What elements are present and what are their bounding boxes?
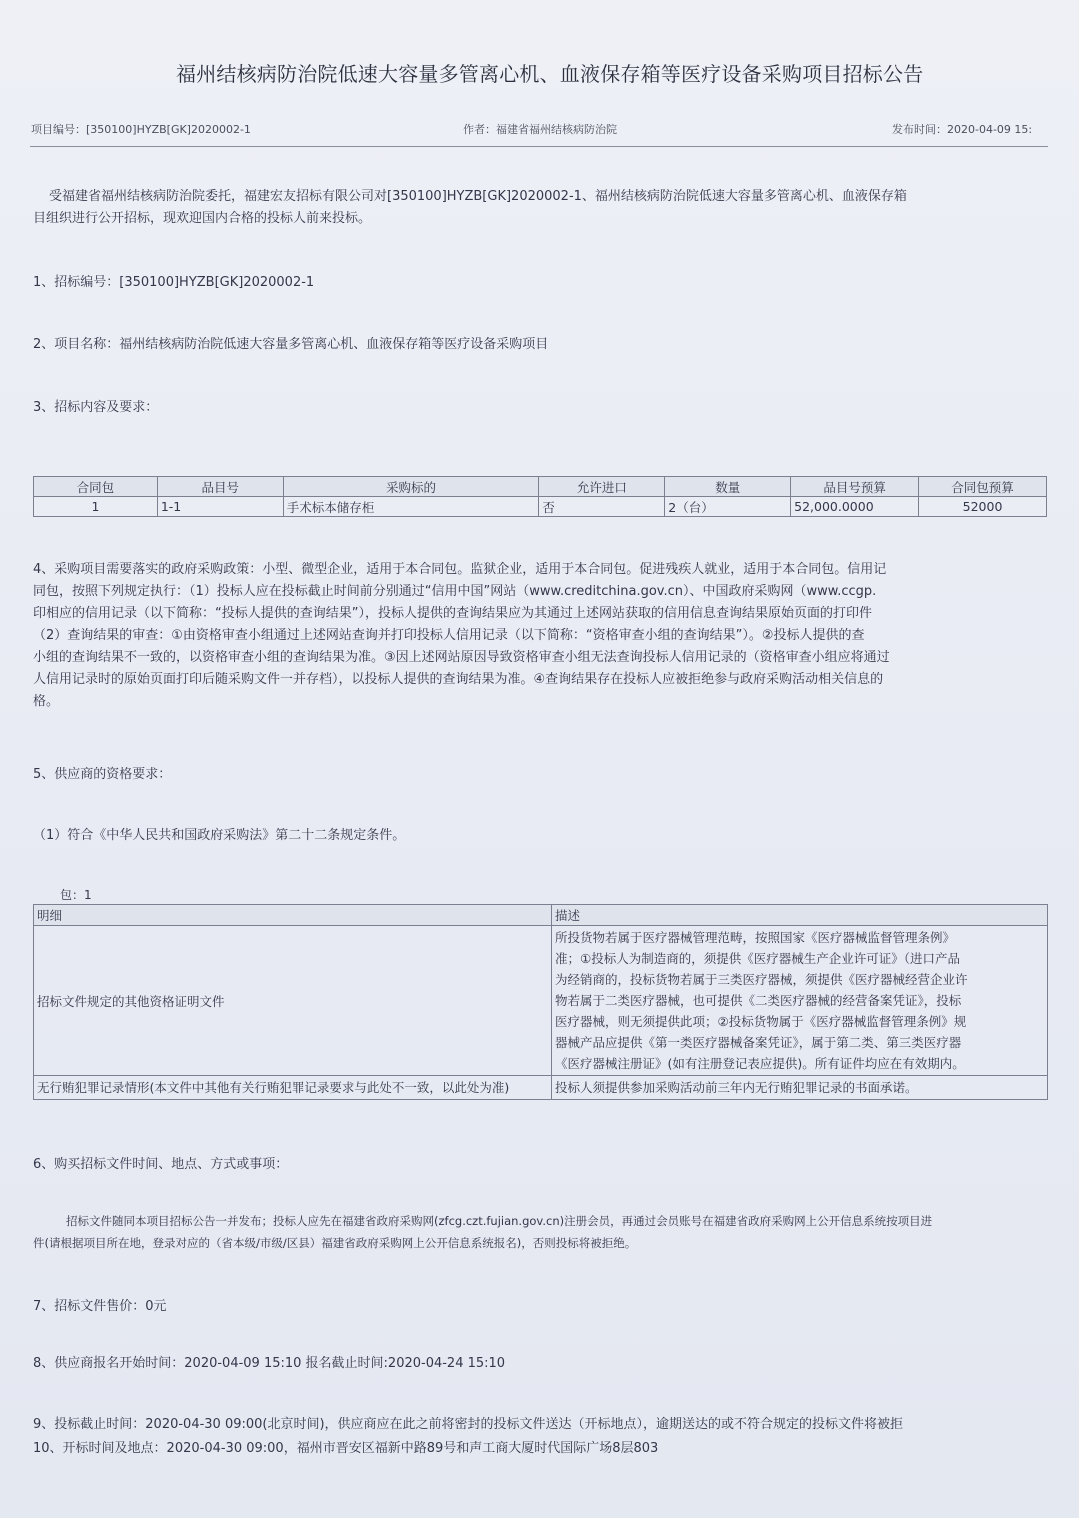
table-header-row xyxy=(34,477,1047,497)
description-line: 医疗器械，则无须提供此项；②投标货物属于《医疗器械监督管理条例》规 xyxy=(555,1014,967,1029)
policy-line: 4、采购项目需要落实的政府采购政策：小型、微型企业，适用于本合同包。监狱企业，适用于本合同包。促进残疾人就业，适用于本合同包。信用记 xyxy=(33,562,887,577)
qualification-table xyxy=(33,904,1048,1100)
section-2-project-name: 2、项目名称：福州结核病防治院低速大容量多管离心机、血液保存箱等医疗设备采购项目 xyxy=(33,337,549,352)
intro-paragraph xyxy=(33,186,1047,230)
cell-detail: 无行贿犯罪记录情形(本文件中其他有关行贿犯罪记录要求与此处不一致，以此处为准) xyxy=(34,1076,552,1100)
publish-time: 发布时间：2020-04-09 15: xyxy=(892,123,1033,136)
col-header-import: 允许进口 xyxy=(539,477,665,497)
section-10-opening: 10、开标时间及地点：2020-04-30 09:00，福州市晋安区福新中路89号和声工商大厦时代国际广场8层803 xyxy=(33,1441,659,1456)
procurement-table xyxy=(33,476,1047,517)
description-line: 物若属于二类医疗器械，也可提供《二类医疗器械的经营备案凭证》，投标 xyxy=(555,993,962,1008)
description-line: 投标人须提供参加采购活动前三年内无行贿犯罪记录的书面承诺。 xyxy=(555,1080,918,1095)
cell-item-budget: 52,000.0000 xyxy=(791,497,919,517)
description-line: 准；①投标人为制造商的，须提供《医疗器械生产企业许可证》（进口产品 xyxy=(555,951,960,966)
cell-subject: 手术标本储存柜 xyxy=(283,497,539,517)
document-title: 福州结核病防治院低速大容量多管离心机、血液保存箱等医疗设备采购项目招标公告 xyxy=(176,62,924,86)
col-header-package: 合同包 xyxy=(34,477,158,497)
cell-description xyxy=(552,926,1048,1076)
cell-description xyxy=(552,1076,1048,1100)
policy-line: 同包，按照下列规定执行：（1）投标人应在投标截止时间前分别通过“信用中国”网站（www.creditchina.gov.cn）、中国政府采购网（www.ccgp. xyxy=(33,584,877,599)
table-row xyxy=(34,1076,1048,1100)
policy-line: 人信用记录时的原始页面打印后随采购文件一并存档），以投标人提供的查询结果为准。④查询结果存在投标人应被拒绝参与政府采购活动相关信息的 xyxy=(33,672,884,687)
cell-package-budget: 52000 xyxy=(919,497,1047,517)
section-5-heading: 5、供应商的资格要求： xyxy=(33,767,172,782)
intro-line: 受福建省福州结核病防治院委托，福建宏友招标有限公司对[350100]HYZB[GK]2020002-1、福州结核病防治院低速大容量多管离心机、血液保存箱 xyxy=(49,189,907,204)
col-header-item-budget: 品目号预算 xyxy=(791,477,919,497)
purchase-line: 招标文件随同本项目招标公告一并发布；投标人应先在福建省政府采购网(zfcg.czt.fujian.gov.cn)注册会员，再通过会员账号在福建省政府采购网上公开信息系统按项目进 xyxy=(66,1214,933,1228)
table-row xyxy=(34,926,1048,1076)
cell-package: 1 xyxy=(34,497,158,517)
description-line: 所投货物若属于医疗器械管理范畴，按照国家《医疗器械监督管理条例》 xyxy=(555,930,956,945)
col-header-package-budget: 合同包预算 xyxy=(919,477,1047,497)
col-header-item-no: 品目号 xyxy=(157,477,283,497)
description-line: 器械产品应提供《第一类医疗器械备案凭证》，属于第二类、第三类医疗器 xyxy=(555,1035,962,1050)
col-header-quantity: 数量 xyxy=(665,477,791,497)
section-9-deadline: 9、投标截止时间：2020-04-30 09:00(北京时间)，供应商应在此之前将密封的投标文件送达（开标地点），逾期送达的或不符合规定的投标文件将被拒 xyxy=(33,1417,904,1432)
intro-line: 目组织进行公开招标，现欢迎国内合格的投标人前来投标。 xyxy=(33,211,372,226)
project-number: 项目编号：[350100]HYZB[GK]2020002-1 xyxy=(31,123,251,136)
section-1-bid-number: 1、招标编号：[350100]HYZB[GK]2020002-1 xyxy=(33,275,315,290)
description-line: 为经销商的，投标货物若属于三类医疗器械，须提供《医疗器械经营企业许 xyxy=(555,972,968,987)
description-line: 《医疗器械注册证》(如有注册登记表应提供)。所有证件均应在有效期内。 xyxy=(555,1056,965,1071)
cell-import: 否 xyxy=(539,497,665,517)
purchase-line: 件(请根据项目所在地，登录对应的（省本级/市级/区县）福建省政府采购网上公开信息系统报名)，否则投标将被拒绝。 xyxy=(33,1236,637,1250)
section-5-item-1: （1）符合《中华人民共和国政府采购法》第二十二条规定条件。 xyxy=(33,828,406,843)
col-header-detail: 明细 xyxy=(34,905,552,926)
author: 作者：福建省福州结核病防治院 xyxy=(463,123,617,136)
table-header-row xyxy=(34,905,1048,926)
section-3-heading: 3、招标内容及要求： xyxy=(33,400,159,415)
section-6-text xyxy=(33,1210,1047,1254)
col-header-description: 描述 xyxy=(552,905,1048,926)
cell-item-no: 1-1 xyxy=(157,497,283,517)
section-8-registration: 8、供应商报名开始时间：2020-04-09 15:10 报名截止时间:2020-04-24 15:10 xyxy=(33,1356,506,1371)
cell-quantity: 2（台） xyxy=(665,497,791,517)
section-4-policy xyxy=(33,559,1047,713)
col-header-subject: 采购标的 xyxy=(283,477,539,497)
section-6-heading: 6、购买招标文件时间、地点、方式或事项： xyxy=(33,1157,289,1172)
cell-detail: 招标文件规定的其他资格证明文件 xyxy=(34,926,552,1076)
package-label: 包：1 xyxy=(60,888,92,902)
section-7-price: 7、招标文件售价：0元 xyxy=(33,1299,167,1314)
policy-line: （2）查询结果的审查：①由资格审查小组通过上述网站查询并打印投标人信用记录（以下简称：“资格审查小组的查询结果”）。②投标人提供的查 xyxy=(33,628,865,643)
policy-line: 印相应的信用记录（以下简称：“投标人提供的查询结果”），投标人提供的查询结果应为其通过上述网站获取的信用信息查询结果原始页面的打印件 xyxy=(33,606,872,621)
table-row xyxy=(34,497,1047,517)
policy-line: 小组的查询结果不一致的，以资格审查小组的查询结果为准。③因上述网站原因导致资格审查小组无法查询投标人信用记录的（资格审查小组应将通过 xyxy=(33,650,890,665)
policy-line: 格。 xyxy=(33,694,60,709)
header-divider xyxy=(30,146,1048,147)
